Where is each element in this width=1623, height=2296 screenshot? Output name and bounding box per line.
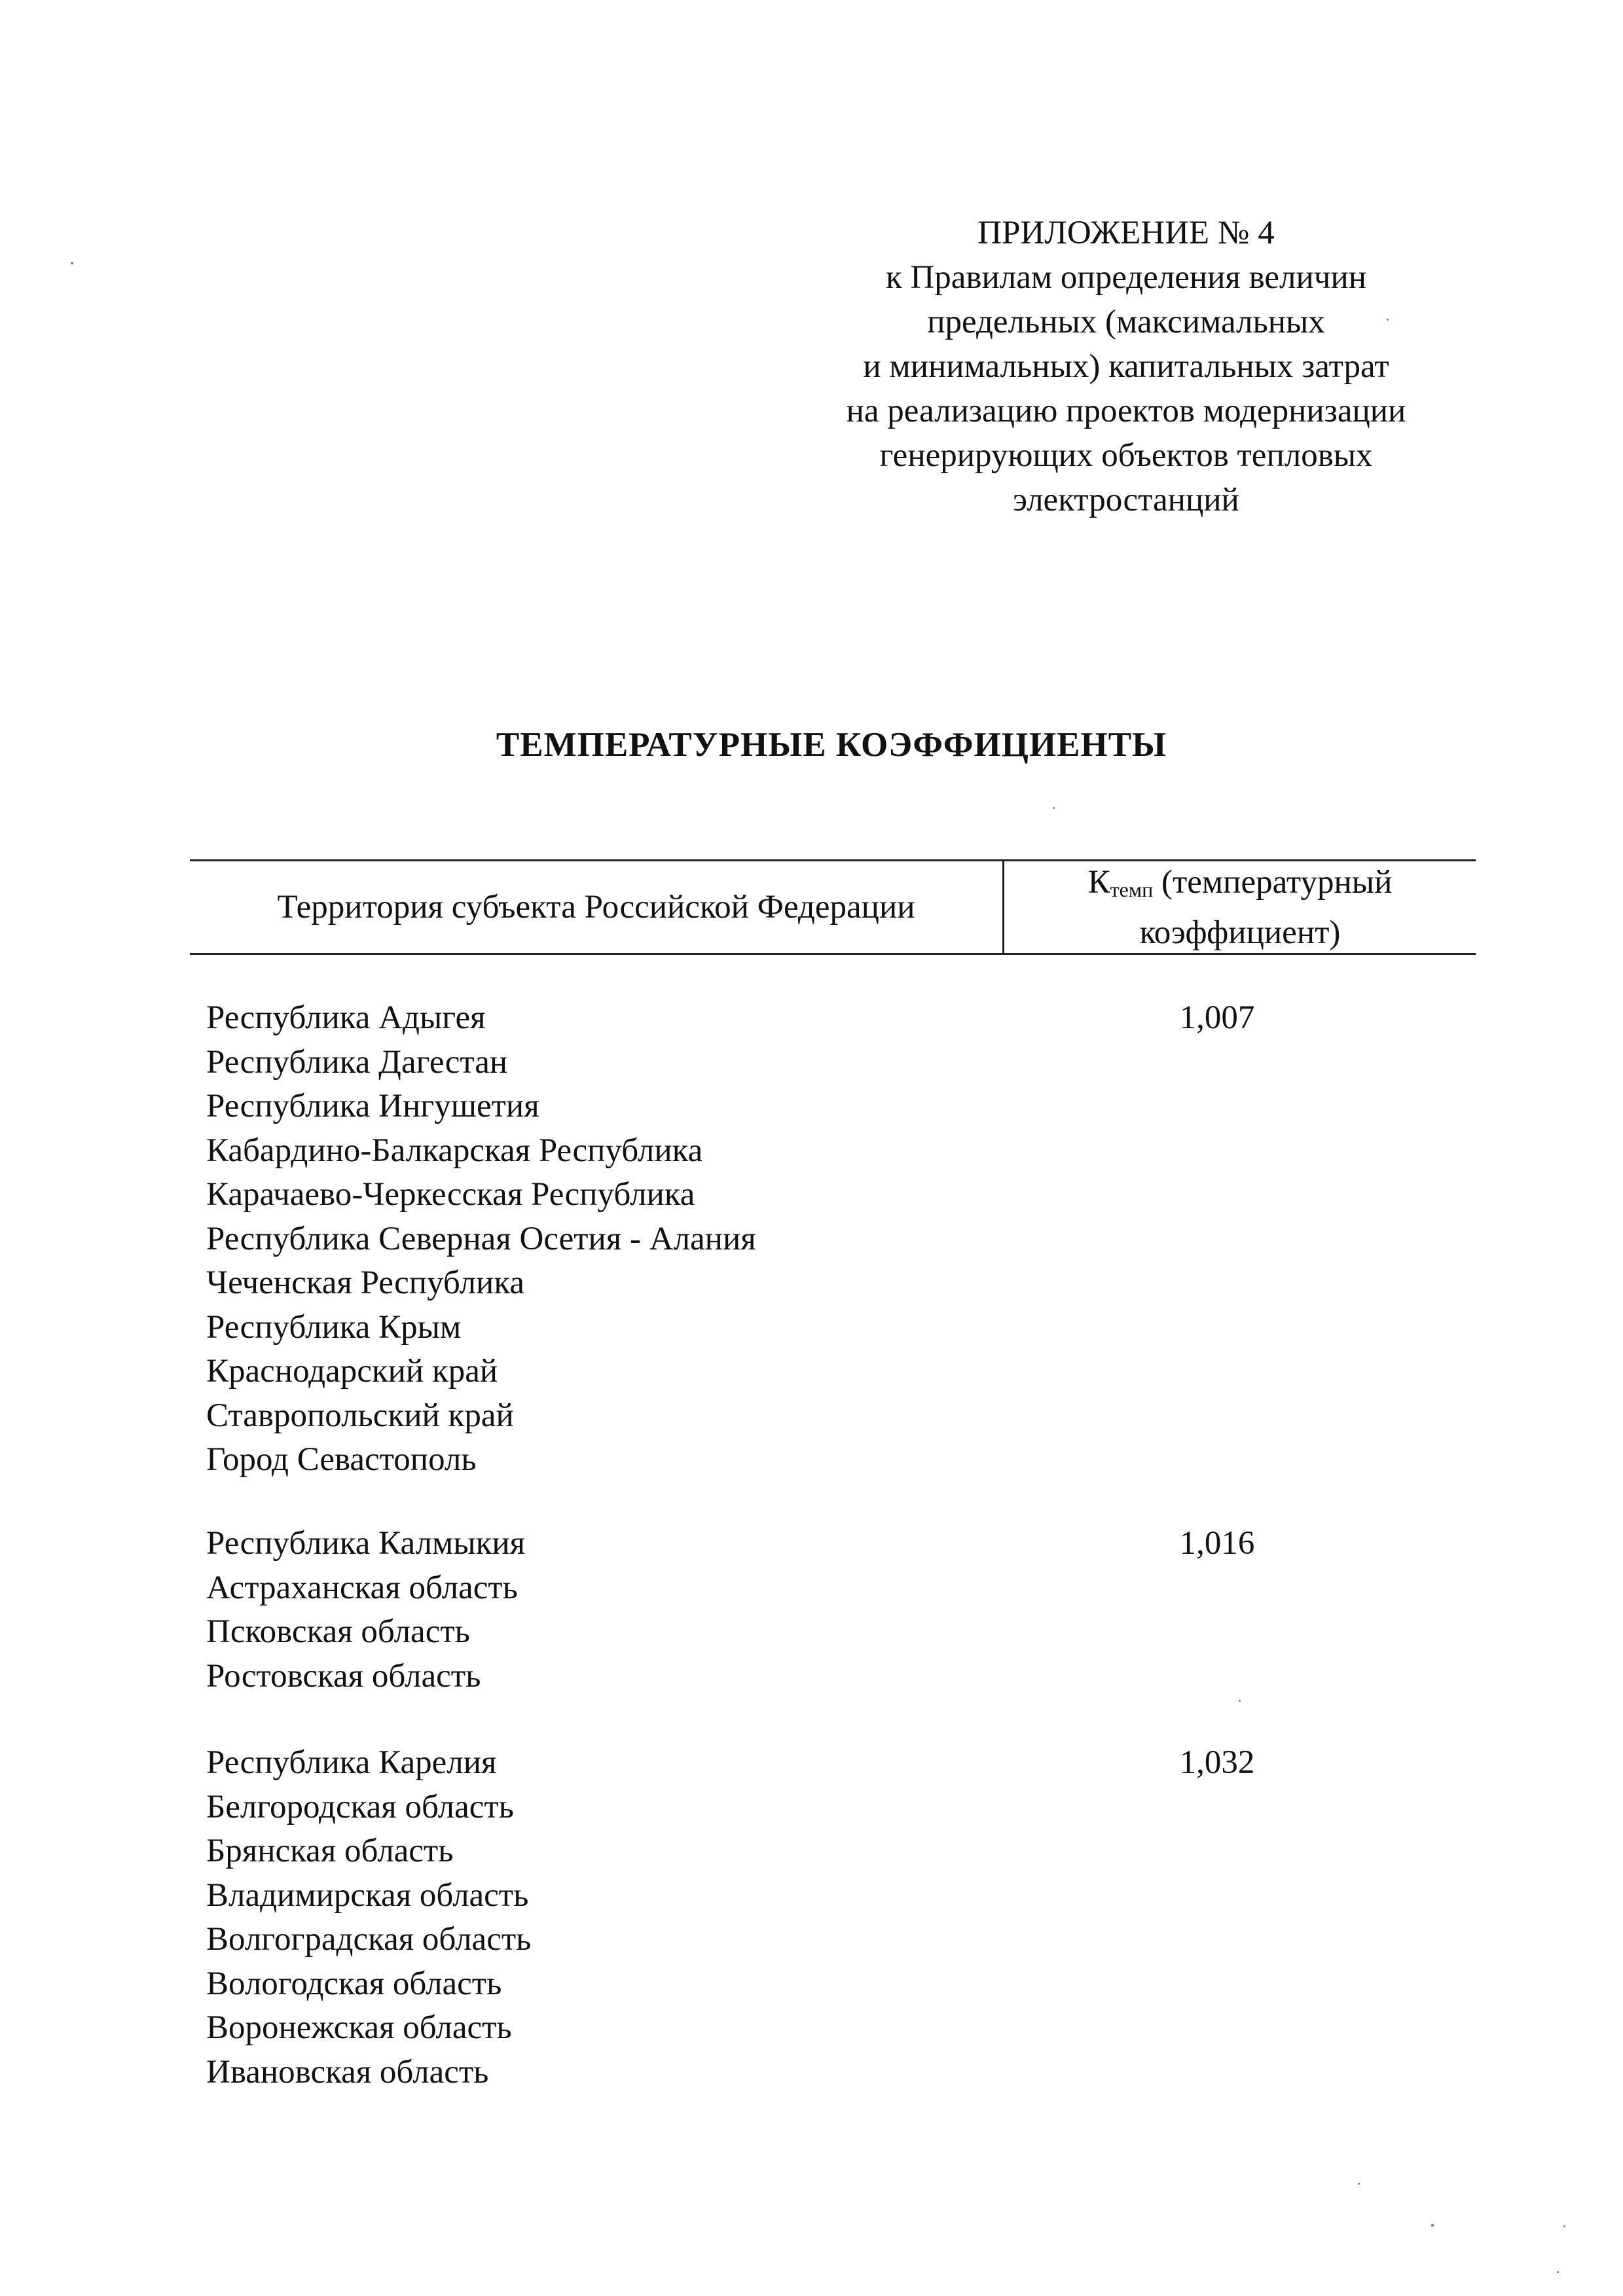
- region-name: Ростовская область: [206, 1657, 481, 1695]
- region-name: Волгоградская область: [206, 1921, 532, 1958]
- region-name: Владимирская область: [206, 1876, 529, 1914]
- region-name: Республика Крым: [206, 1308, 462, 1346]
- region-name: Ставропольский край: [206, 1397, 514, 1434]
- region-name: Республика Карелия: [206, 1744, 497, 1781]
- scan-speck: [1387, 319, 1389, 321]
- scan-speck: [1053, 807, 1055, 809]
- coefficient-subscript: темп: [1110, 877, 1154, 901]
- scan-speck: [1563, 2225, 1565, 2227]
- scan-speck: [1239, 1700, 1241, 1702]
- region-name: Республика Калмыкия: [206, 1525, 526, 1562]
- region-name: Республика Дагестан: [206, 1043, 508, 1081]
- region-name: Вологодская область: [206, 1965, 502, 2002]
- scan-speck: [1557, 2271, 1559, 2273]
- region-name: Брянская область: [206, 1833, 454, 1869]
- coefficient-symbol: К: [1087, 863, 1110, 901]
- coefficient-header-line2: коэффициент): [1139, 914, 1341, 951]
- appendix-line: предельных (максимальных: [927, 304, 1325, 340]
- table-header: [190, 859, 1476, 955]
- appendix-line: генерирующих объектов тепловых: [879, 437, 1373, 474]
- document-title: ТЕМПЕРАТУРНЫЕ КОЭФФИЦИЕНТЫ: [496, 726, 1167, 764]
- coefficient-value: 1,007: [1179, 999, 1255, 1036]
- region-name: Город Севастополь: [206, 1441, 477, 1478]
- region-list: [206, 1741, 531, 2094]
- region-list: [206, 1522, 525, 1698]
- scan-speck: [71, 262, 73, 264]
- column-header-coefficient: [1004, 861, 1476, 953]
- appendix-line: к Правилам определения величин: [885, 259, 1367, 296]
- region-name: Краснодарский край: [206, 1353, 498, 1390]
- coefficient-label: (температурный: [1153, 863, 1393, 901]
- region-name: Псковская область: [206, 1613, 470, 1650]
- column-header-territory: Территория субъекта Российской Федерации: [277, 889, 915, 925]
- region-name: Республика Адыгея: [206, 999, 486, 1036]
- appendix-line: на реализацию проектов модернизации: [846, 393, 1406, 429]
- scan-speck: [1431, 2224, 1434, 2227]
- scan-speck: [1358, 2183, 1360, 2185]
- region-name: Карачаево-Черкесская Республика: [206, 1176, 695, 1213]
- coefficient-value: 1,032: [1179, 1744, 1255, 1781]
- region-name: Ивановская область: [206, 2053, 489, 2090]
- coefficient-value: 1,016: [1179, 1525, 1255, 1562]
- region-name: Астраханская область: [206, 1569, 518, 1606]
- region-name: Воронежская область: [206, 2009, 512, 2046]
- region-list: [206, 996, 756, 1482]
- appendix-number: ПРИЛОЖЕНИЕ № 4: [977, 215, 1275, 251]
- region-name: Республика Северная Осетия - Алания: [206, 1220, 756, 1257]
- region-name: Республика Ингушетия: [206, 1088, 539, 1124]
- region-name: Кабардино-Балкарская Республика: [206, 1132, 703, 1169]
- appendix-line: электростанций: [1013, 482, 1239, 518]
- appendix-heading: [759, 211, 1493, 522]
- region-name: Чеченская Республика: [206, 1265, 524, 1301]
- coefficient-header-line1: [1088, 861, 1393, 911]
- appendix-line: и минимальных) капитальных затрат: [863, 348, 1389, 385]
- region-name: Белгородская область: [206, 1788, 514, 1825]
